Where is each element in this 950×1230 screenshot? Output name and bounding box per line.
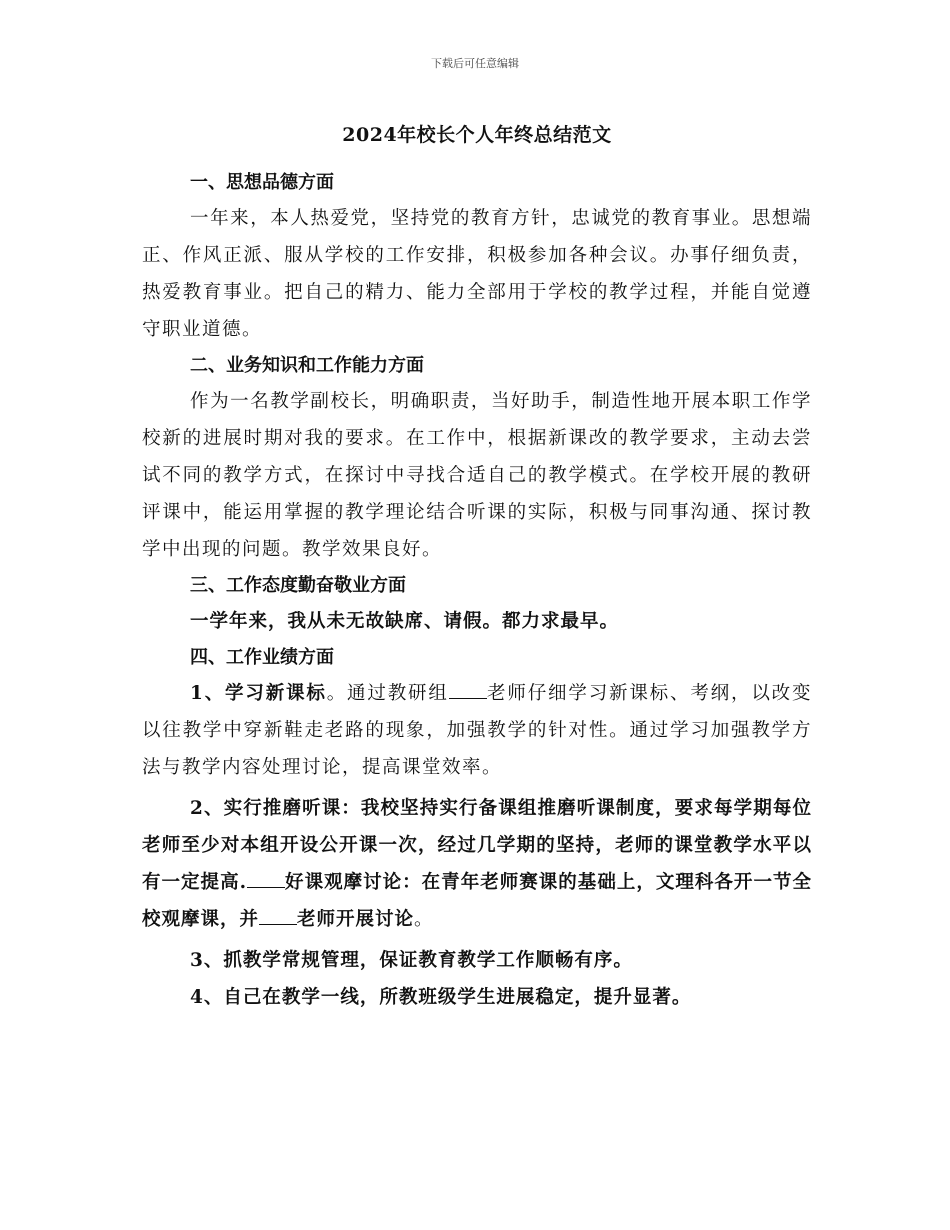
list-item-2-text-a: 2、实行推磨听课：我校坚持实行备课组推磨听课制度，要求每学期每位老师至少对本组开设公开课一次，经过几学期的坚持，老师的课堂教学水平以有一定提高.: [142, 798, 812, 893]
page-header-note: 下载后可任意编辑: [431, 57, 519, 70]
section-heading-1: 一、思想品德方面: [190, 172, 334, 193]
section-heading-4: 四、工作业绩方面: [190, 647, 334, 668]
section-heading-3: 三、工作态度勤奋敬业方面: [190, 575, 406, 596]
list-item-2-text-b: 好课观摩讨论：在青年老师赛课的基础上，文理科各开一节全校观摩课，并: [142, 872, 812, 930]
list-item-3: 3、抓教学常规管理，保证教育教学工作顺畅有序。: [190, 950, 633, 971]
list-item-4: 4、自己在教学一线，所教班级学生进展稳定，提升显著。: [190, 987, 692, 1008]
blank-line: [247, 873, 285, 888]
list-item-2-text-d: 。: [414, 909, 434, 930]
section-paragraph-3: 一学年来，我从未无故缺席、请假。都力求最早。: [190, 611, 620, 632]
list-item-2-text-c: 老师开展讨论: [297, 909, 415, 930]
blank-line: [449, 684, 487, 699]
document-body: [142, 120, 812, 1016]
section-paragraph-1: 一年来，本人热爱党，坚持党的教育方针，忠诚党的教育事业。思想端正、作风正派、服从学校的工作安排，积极参加各种会议。办事仔细负责，热爱教育事业。把自己的精力、能力全部用于学校的教学过程，并能自觉遵守职业道德。: [142, 208, 812, 340]
list-item-1-text-b: 老师仔细学习新课标、考纲，以改变以往教学中穿新鞋走老路的现象，加强教学的针对性。通过学习加强教学方法与教学内容处理讨论，提高课堂效率。: [142, 683, 812, 778]
section-heading-2: 二、业务知识和工作能力方面: [190, 355, 424, 376]
list-item-1: [142, 675, 812, 786]
list-item-1-lead: 1、学习新课标: [190, 683, 327, 704]
list-item-1-text-a: 。通过教研组: [326, 683, 449, 704]
list-item-2: [142, 790, 812, 938]
blank-line: [259, 910, 297, 925]
document-title: 2024年校长个人年终总结范文: [342, 124, 612, 146]
section-paragraph-2: 作为一名教学副校长，明确职责，当好助手，制造性地开展本职工作学校新的进展时期对我的要求。在工作中，根据新课改的教学要求，主动去尝试不同的教学方式，在探讨中寻找合适自己的教学模式。在学校开展的教研评课中，能运用掌握的教学理论结合听课的实际，积极与同事沟通、探讨教学中出现的问题。教学效果良好。: [142, 391, 812, 560]
